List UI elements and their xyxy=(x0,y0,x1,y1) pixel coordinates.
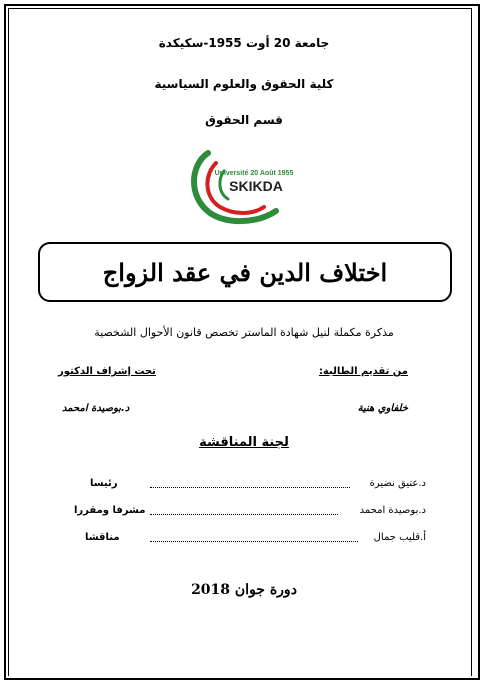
memo-description: مذكرة مكملة لنيل شهادة الماستر تخصص قانون الأحوال الشخصية xyxy=(94,326,394,339)
department-name: قسم الحقوق xyxy=(205,113,283,127)
committee-member-role: رئيسا xyxy=(90,478,118,489)
supervisor-name: د.بوصيدة امحمد xyxy=(62,403,130,414)
university-name: جامعة 20 أوت 1955-سكيكدة xyxy=(158,36,330,50)
session-date: دورة جوان 2018 xyxy=(191,582,297,598)
faculty-name: كلية الحقوق والعلوم السياسية xyxy=(154,77,334,91)
student-name: خلفاوي هنية xyxy=(357,403,408,414)
dotted-leader xyxy=(150,533,358,542)
dotted-leader xyxy=(150,479,350,488)
supervised-by-label: تحت إشراف الدكتور xyxy=(58,366,156,377)
committee-member-name: أ.قليب جمال xyxy=(373,532,426,543)
page-border-inner xyxy=(8,8,472,676)
thesis-title-box xyxy=(38,242,452,302)
logo-arc-text: Université 20 Août 1955 xyxy=(214,170,294,177)
logo-city-text: SKIKDA xyxy=(229,178,283,194)
committee-member-role: مناقشا xyxy=(85,532,120,543)
committee-member-role: مشرفا ومقررا xyxy=(74,505,146,516)
committee-member-name: د.عتيق نضيرة xyxy=(369,478,426,489)
committee-title: لجنة المناقشة xyxy=(199,435,289,450)
presented-by-label: من تقديم الطالبة: xyxy=(318,366,408,377)
dotted-leader xyxy=(150,506,338,515)
thesis-title: اختلاف الدين في عقد الزواج xyxy=(102,257,388,287)
committee-member-name: د.بوصيدة امحمد xyxy=(359,505,426,516)
university-logo xyxy=(186,145,304,225)
